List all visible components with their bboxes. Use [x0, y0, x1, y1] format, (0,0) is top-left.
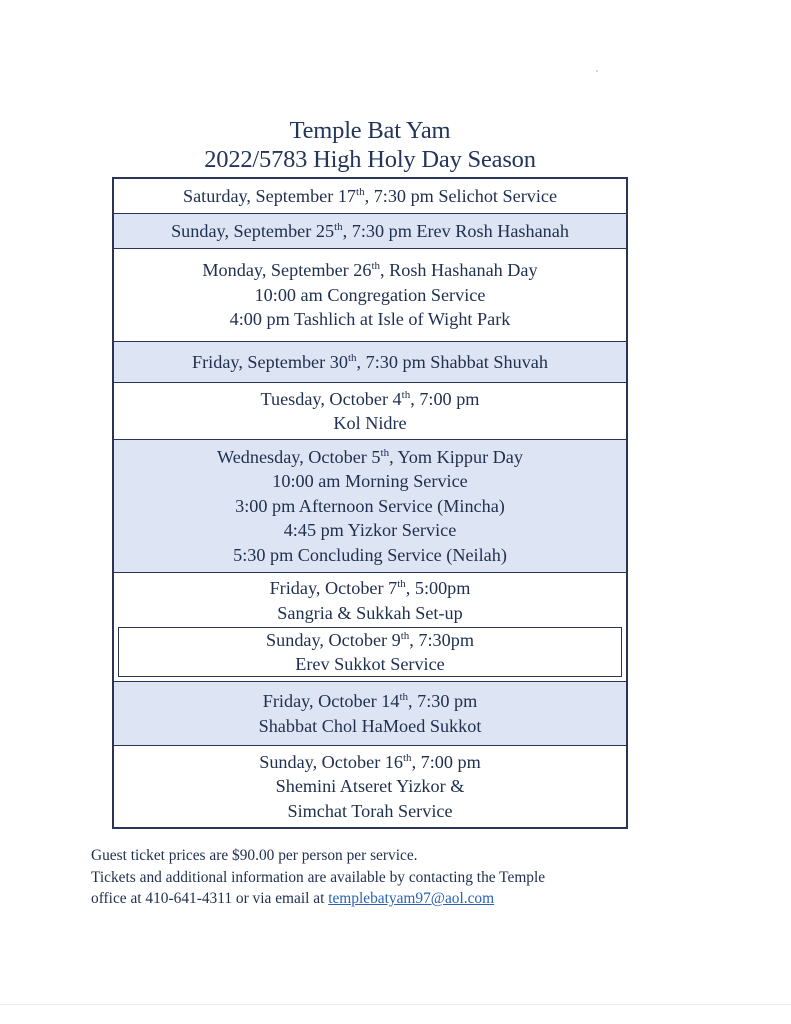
row-line: Shemini Atseret Yizkor &	[275, 776, 465, 797]
contact-info-line: Tickets and additional information are available by contacting the Temple	[91, 868, 546, 886]
row-line: Sangria & Sukkah Set-up	[277, 602, 463, 623]
row-line: Kol Nidre	[333, 413, 407, 433]
row-line: Erev Sukkot Service	[295, 654, 445, 674]
row-heading: Wednesday, October 5th, Yom Kippur Day	[217, 446, 523, 467]
row-line: 10:00 am Congregation Service	[254, 284, 486, 305]
office-contact-text: office at 410-641-4311 or via email at	[91, 890, 329, 907]
row-line: 3:00 pm Afternoon Service (Mincha)	[235, 495, 505, 516]
row-line: Simchat Torah Service	[287, 800, 453, 821]
row-heading: Friday, October 14th, 7:30 pm	[262, 690, 478, 711]
row-line: 5:30 pm Concluding Service (Neilah)	[233, 544, 507, 565]
org-name: Temple Bat Yam	[289, 117, 451, 144]
ticket-info	[91, 845, 691, 910]
schedule-table	[112, 177, 628, 829]
row-heading: Sunday, October 9th, 7:30pm	[266, 629, 474, 650]
schedule-row-rosh-hashanah-day	[114, 248, 626, 341]
row-heading: Tuesday, October 4th, 7:00 pm	[260, 388, 480, 409]
email-link[interactable]: templebatyam97@aol.com	[328, 890, 495, 907]
row-heading: Sunday, September 25th, 7:30 pm Erev Rosh Hashanah	[171, 220, 569, 241]
row-heading: Friday, October 7th, 5:00pm	[269, 577, 471, 598]
schedule-row-shabbat-chol-hamoed	[114, 681, 626, 745]
row-line: Shabbat Chol HaMoed Sukkot	[258, 715, 482, 736]
schedule-row-simchat-torah	[114, 745, 626, 827]
schedule-row-erev-rosh-hashanah	[114, 213, 626, 248]
schedule-row-selichot	[114, 179, 626, 213]
season-title: 2022/5783 High Holy Day Season	[204, 146, 536, 173]
row-line: 4:45 pm Yizkor Service	[283, 520, 457, 541]
schedule-row-sukkah-setup	[114, 572, 626, 628]
title-block	[112, 116, 628, 174]
schedule-row-kol-nidre	[114, 382, 626, 439]
row-line: 4:00 pm Tashlich at Isle of Wight Park	[229, 309, 511, 330]
row-heading: Saturday, September 17th, 7:30 pm Selichot Service	[182, 185, 558, 206]
contact-details-line	[91, 888, 691, 910]
ticket-price-line: Guest ticket prices are $90.00 per person per service.	[91, 847, 418, 864]
scan-speck	[596, 70, 598, 72]
schedule-row-erev-sukkot	[118, 627, 622, 677]
row-heading: Sunday, October 16th, 7:00 pm	[259, 751, 481, 772]
row-heading: Monday, September 26th, Rosh Hashanah Day	[202, 260, 538, 281]
row-line: 10:00 am Morning Service	[272, 471, 468, 492]
page-edge-line	[0, 1004, 791, 1005]
schedule-row-shabbat-shuvah	[114, 341, 626, 382]
schedule-row-yom-kippur	[114, 439, 626, 572]
row-heading: Friday, September 30th, 7:30 pm Shabbat Shuvah	[192, 351, 548, 372]
